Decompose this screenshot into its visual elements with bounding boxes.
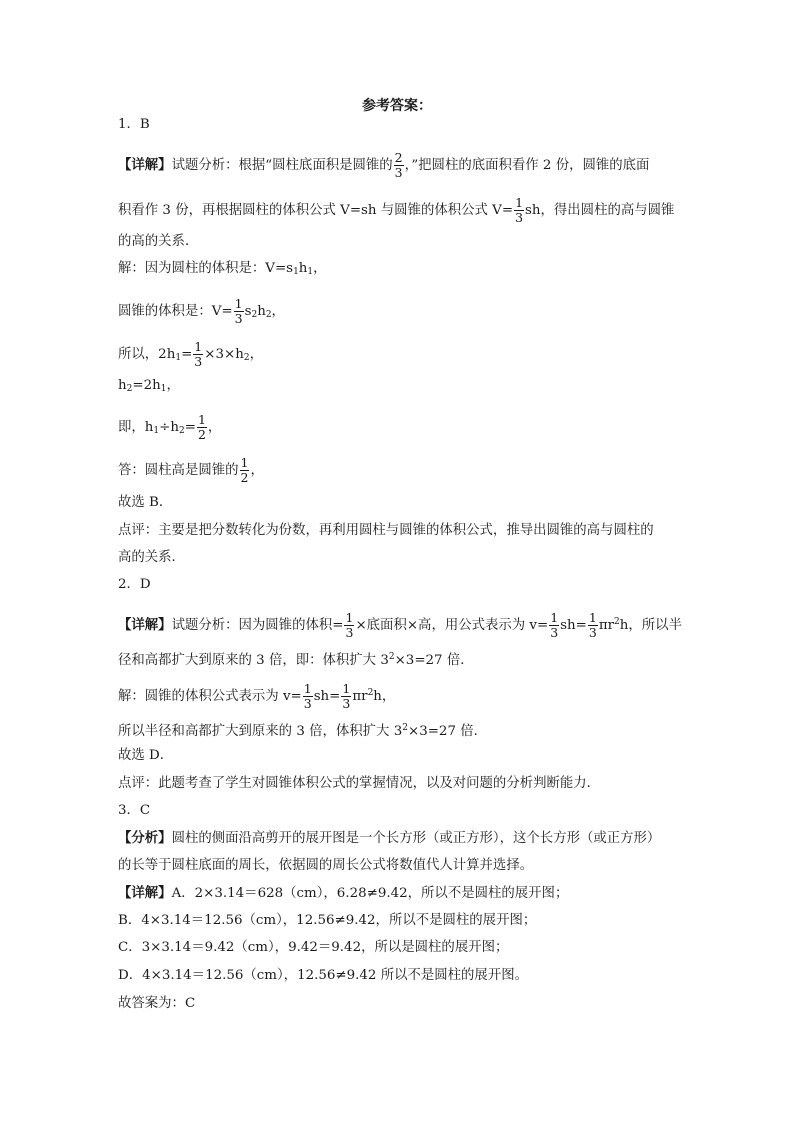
fraction-numerator: 1	[240, 455, 249, 470]
text: h，所以半	[619, 618, 682, 633]
text: 圆柱的侧面沿高剪开的展开图是一个长方形（或正方形），这个长方形（或正方形）	[171, 831, 661, 846]
fraction-denominator: 3	[588, 625, 597, 640]
q2-choice: 故选 D．	[118, 748, 174, 763]
text: =2h	[132, 378, 161, 393]
q1-answer-line	[118, 456, 264, 485]
fraction-2-3	[394, 151, 404, 180]
q3-analysis-line1	[118, 829, 660, 848]
superscript: 2	[388, 652, 395, 662]
text: ×底面积×高，用公式表示为 v=	[355, 618, 549, 633]
text: h	[298, 261, 308, 276]
text: sh=	[560, 618, 587, 633]
superscript: 2	[614, 617, 620, 627]
q1-analysis-text-a: 试题分析：根据“圆柱底面积是圆锥的	[171, 158, 393, 173]
subscript: 1	[153, 426, 160, 436]
fraction-1-3	[514, 196, 524, 225]
q1-comment-line2: 高的关系．	[118, 550, 185, 565]
fraction-denominator: 3	[515, 210, 524, 225]
superscript: 2	[367, 688, 374, 698]
fraction-1-3	[341, 682, 351, 711]
fraction-1-2	[240, 456, 250, 485]
text: ÷h	[159, 420, 179, 435]
text: ，	[207, 420, 222, 435]
text: ×3×h	[204, 347, 244, 362]
text: 圆锥的体积是：V=	[118, 304, 233, 319]
fraction-numerator: 1	[303, 681, 312, 696]
subscript: 2	[265, 310, 272, 320]
q1-solution-line2	[118, 297, 285, 326]
q1-analysis-line1	[118, 151, 649, 180]
text: h	[118, 378, 127, 393]
q3-option-d: D．4×3.14＝12.56（cm），12.56≠9.42 所以不是圆柱的展开图。	[118, 968, 528, 983]
text: ×3=27 倍．	[407, 724, 488, 739]
q3-analysis-line2: 的长等于圆柱底面的周长，依据圆的周长公式将数值代人计算并选择。	[118, 858, 534, 873]
fraction-denominator: 2	[197, 427, 206, 442]
fraction-denominator: 2	[240, 470, 249, 485]
q2-solution-line2	[118, 719, 487, 741]
text: 解：圆锥的体积公式表示为 v=	[118, 689, 302, 704]
subscript: 2	[251, 310, 258, 320]
text: ，	[166, 378, 180, 393]
q1-line2-text-b: sh，得出圆柱的高与圆锥	[525, 203, 675, 218]
fraction-numerator: 1	[588, 610, 597, 625]
fraction-numerator: 1	[550, 610, 559, 625]
q1-solution-line4	[118, 377, 180, 398]
fraction-numerator: 1	[342, 681, 351, 696]
text: 所以半径和高都扩大到原来的 3 倍，体积扩大 3	[118, 724, 403, 739]
q3-analysis-tag: 【分析】	[118, 830, 172, 846]
text: =	[181, 347, 193, 362]
subscript: 1	[293, 267, 299, 277]
q1-analysis-text-b: ，”把圆柱的底面积看作 2 份，圆锥的底面	[404, 158, 650, 173]
text: ，	[271, 304, 285, 319]
fraction-1-3	[588, 611, 598, 640]
fraction-1-3	[549, 611, 559, 640]
text: ，	[249, 347, 263, 362]
subscript: 1	[175, 353, 182, 363]
q2-comment: 点评：此题考查了学生对圆锥体积公式的掌握情况，以及对问题的分析判断能力．	[118, 776, 601, 791]
fraction-numerator: 1	[515, 195, 524, 210]
text: s	[244, 304, 252, 319]
subscript: 2	[179, 426, 185, 436]
text: ，	[250, 463, 264, 478]
q1-solution-line1	[118, 260, 327, 281]
q1-analysis-line3: 的高的关系．	[118, 234, 199, 249]
subscript: 1	[160, 384, 167, 394]
q2-analysis-line2	[118, 648, 474, 670]
q1-analysis-tag: 【详解】	[118, 157, 172, 173]
fraction-numerator: 1	[234, 296, 243, 311]
q1-number: 1．B	[118, 117, 150, 132]
q3-number: 3．C	[118, 803, 151, 818]
fraction-numerator: 2	[394, 150, 403, 165]
fraction-denominator: 3	[550, 625, 559, 640]
fraction-denominator: 3	[303, 696, 312, 711]
fraction-denominator: 3	[394, 165, 403, 180]
subscript: 1	[307, 267, 314, 277]
text: 答：圆柱高是圆锥的	[118, 463, 239, 478]
q1-comment-line1: 点评：主要是把分数转化为份数，再利用圆柱与圆锥的体积公式，推导出圆锥的高与圆柱的	[118, 523, 654, 538]
fraction-1-3	[303, 682, 313, 711]
q3-option-c: C．3×3.14＝9.42（cm），9.42＝9.42，所以是圆柱的展开图；	[118, 940, 509, 955]
fraction-1-3	[234, 297, 244, 326]
text: h，	[373, 689, 396, 704]
q1-solution-line3	[118, 340, 263, 369]
q3-detail-tag: 【详解】	[118, 885, 172, 901]
fraction-numerator: 1	[345, 610, 354, 625]
q3-final-answer: 故答案为：C	[118, 996, 196, 1011]
q2-analysis-tag: 【详解】	[118, 617, 172, 633]
page-title: 参考答案：	[362, 98, 432, 114]
text: 所以，2h	[118, 347, 176, 362]
text: 即，h	[118, 420, 154, 435]
fraction-denominator: 3	[194, 354, 203, 369]
text: h	[257, 304, 266, 319]
q3-option-a	[118, 884, 568, 903]
fraction-denominator: 3	[345, 625, 354, 640]
q3-option-b: B．4×3.14＝12.56（cm），12.56≠9.42，所以不是圆柱的展开图；	[118, 913, 537, 928]
text: ，	[313, 261, 327, 276]
superscript: 2	[402, 723, 408, 733]
q1-line2-text-a: 积看作 3 份，再根据圆柱的体积公式 V=sh 与圆锥的体积公式 V=	[118, 203, 514, 218]
text: ×3=27 倍．	[394, 653, 474, 668]
fraction-1-2	[197, 413, 207, 442]
q1-solution-line5	[118, 413, 221, 442]
fraction-denominator: 3	[342, 696, 351, 711]
text: πr	[352, 689, 368, 704]
fraction-numerator: 1	[194, 339, 203, 354]
q2-number: 2．D	[118, 577, 151, 592]
text: πr	[598, 618, 615, 633]
text: sh=	[313, 689, 341, 704]
subscript: 2	[243, 353, 250, 363]
fraction-numerator: 1	[197, 412, 206, 427]
fraction-1-3	[193, 340, 203, 369]
q2-analysis-line1	[118, 611, 682, 640]
subscript: 2	[126, 384, 133, 394]
text: =	[184, 420, 196, 435]
q1-analysis-line2	[118, 196, 674, 225]
text: A．2×3.14＝628（cm），6.28≠9.42，所以不是圆柱的展开图；	[171, 886, 569, 901]
text: 解：因为圆柱的体积是：V=s	[118, 261, 294, 276]
q1-choice: 故选 B．	[118, 495, 173, 510]
fraction-1-3	[344, 611, 354, 640]
fraction-denominator: 3	[234, 311, 243, 326]
q2-solution-line1	[118, 682, 395, 711]
text: 试题分析：因为圆锥的体积=	[171, 618, 344, 633]
text: 径和高都扩大到原来的 3 倍，即：体积扩大 3	[118, 653, 389, 668]
